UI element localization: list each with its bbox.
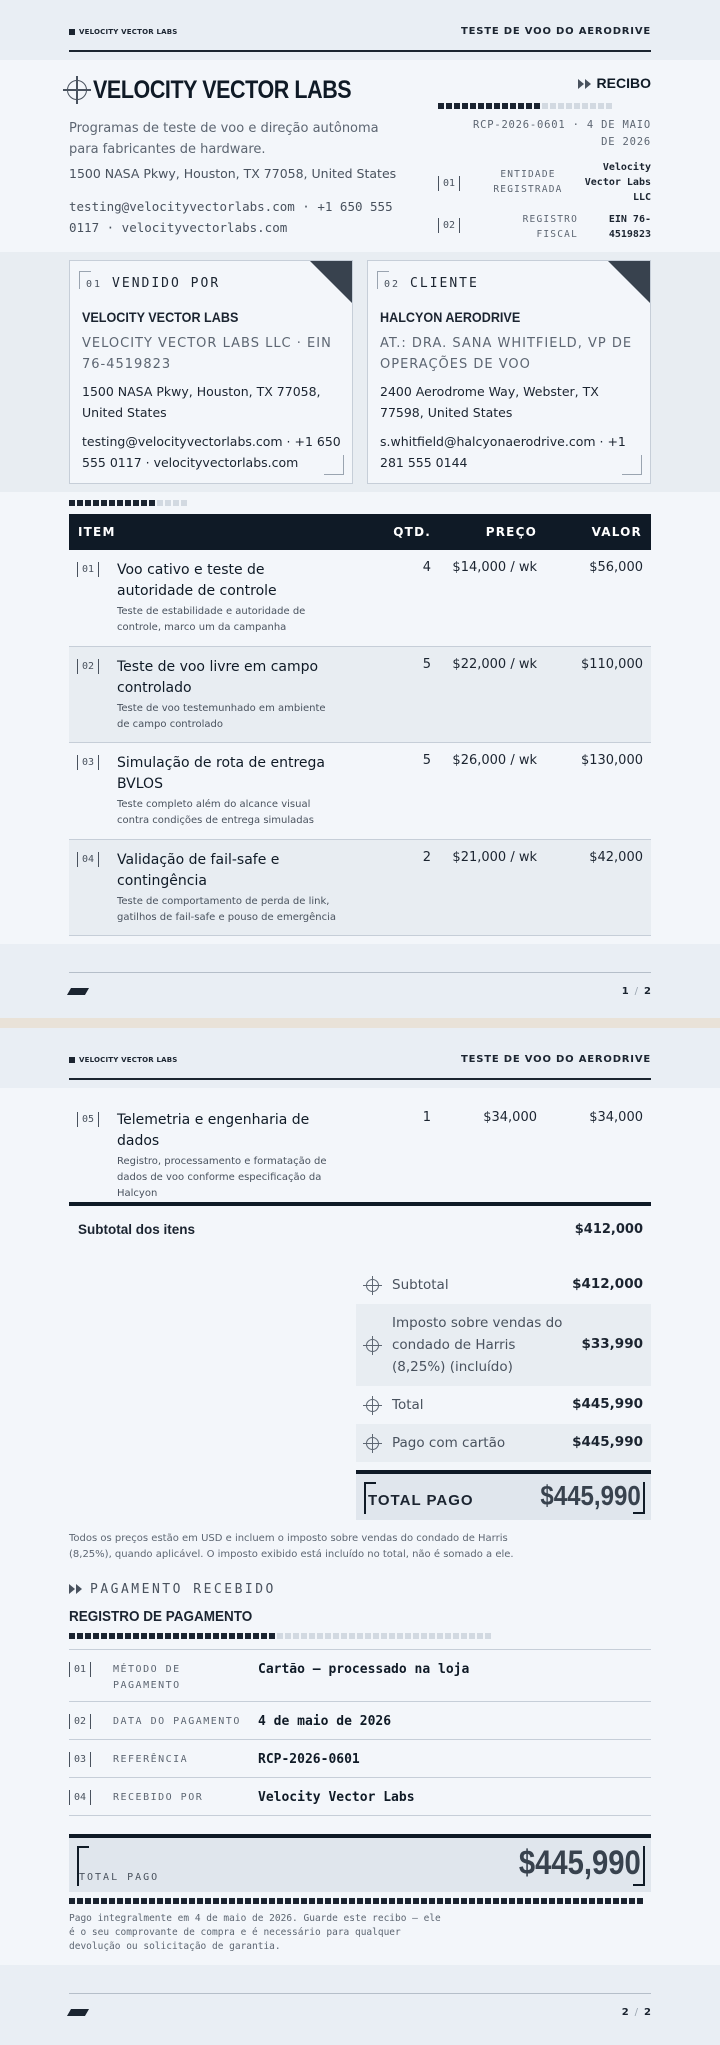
totals-row-tax: Imposto sobre vendas do condado de Harris (8,25%) (incluído) $33,990 — [356, 1304, 651, 1386]
receipt-meta-tax — [438, 212, 651, 246]
row-qty: 5 — [422, 753, 431, 768]
table-row — [69, 647, 651, 743]
table-row — [69, 840, 651, 936]
header-doc-label: TESTE DE VOO DO AERODRIVE — [461, 26, 651, 37]
col-price: PREÇO — [485, 525, 537, 539]
totals-row-subtotal: Subtotal $412,000 — [356, 1266, 651, 1304]
crosshair-icon — [366, 1399, 379, 1412]
chevron-icon — [69, 1584, 75, 1594]
payment-status: PAGAMENTO RECEBIDO — [69, 1582, 276, 1597]
row-index: 04 — [77, 852, 99, 867]
corner-decoration — [310, 261, 352, 303]
meta-value: EIN 76-4519823 — [608, 214, 651, 240]
header-rule — [69, 50, 651, 52]
row-title: Teste de voo livre em campo controlado — [117, 659, 319, 696]
row-price: $21,000 / wk — [452, 850, 537, 865]
table-row — [69, 743, 651, 840]
brand-square-icon — [69, 1057, 75, 1063]
total-paid-value: $445,990 — [540, 1480, 641, 1511]
row-index: 03 — [77, 755, 99, 770]
row-index: 02 — [77, 659, 99, 674]
payment-total-value: $445,990 — [519, 1844, 641, 1882]
client-heading: 02 CLIENTE — [380, 276, 479, 292]
meta-index: 02 — [438, 218, 460, 233]
table-row — [69, 550, 651, 647]
payment-title: REGISTRO DE PAGAMENTO — [69, 1608, 253, 1625]
meta-label: REGISTRO FISCAL — [522, 214, 578, 240]
receipt-progress-dashes — [438, 103, 614, 109]
header-brand: VELOCITY VECTOR LABS — [69, 28, 178, 36]
row-desc: Teste completo além do alcance visual contra condições de entrega simuladas — [117, 799, 314, 826]
row-title: Validação de fail-safe e contingência — [117, 852, 280, 889]
payment-row-date: 02 DATA DO PAGAMENTO 4 de maio de 2026 — [69, 1702, 651, 1740]
items-subtotal-value: $412,000 — [574, 1222, 643, 1237]
row-price: $26,000 / wk — [452, 753, 537, 768]
tax-note: Todos os preços estão em USD e incluem o imposto sobre vendas do condado de Harris (8,25%), quando aplicável. O imposto exibido está incluído no total, não é somado a ele. — [69, 1533, 514, 1560]
page-number: 2 / 2 — [621, 2007, 651, 2018]
issuer-name: VELOCITY VECTOR LABS — [93, 76, 352, 104]
page-header — [0, 1028, 720, 1088]
row-qty: 1 — [422, 1110, 431, 1125]
row-value: $56,000 — [589, 560, 643, 575]
seller-card — [69, 260, 353, 484]
payment-total-label: TOTAL PAGO — [79, 1872, 160, 1883]
page-header — [0, 0, 720, 60]
client-address: 2400 Aerodrome Way, Webster, TX 77598, United States — [380, 384, 599, 420]
seller-contact: testing@velocityvectorlabs.com · +1 650 555 0117 · velocityvectorlabs.com — [82, 434, 341, 470]
receipt-meta-entity — [438, 160, 651, 206]
table-row — [69, 1100, 651, 1206]
col-qty: QTD. — [393, 525, 431, 539]
client-contact: s.whitfield@halcyonaerodrive.com · +1 281 555 0144 — [380, 434, 626, 470]
row-title: Telemetria e engenharia de dados — [117, 1112, 310, 1149]
seller-address: 1500 NASA Pkwy, Houston, TX 77058, United States — [82, 384, 321, 420]
payment-total-dashes — [69, 1898, 645, 1904]
footer-rule — [69, 1993, 651, 1994]
footer-rule — [69, 972, 651, 973]
client-index: 02 — [384, 279, 401, 290]
row-title: Voo cativo e teste de autoridade de controle — [117, 562, 277, 599]
row-desc: Teste de estabilidade e autoridade de controle, marco um da campanha — [117, 606, 306, 633]
chevron-icon — [578, 79, 584, 89]
row-price: $14,000 / wk — [452, 560, 537, 575]
row-value: $110,000 — [580, 657, 643, 672]
row-value: $130,000 — [580, 753, 643, 768]
table-progress-dashes — [69, 500, 189, 506]
client-card — [367, 260, 651, 484]
receipt-title-block — [578, 75, 651, 92]
row-desc: Registro, processamento e formatação de dados de voo conforme especificação da Halcyon — [117, 1156, 327, 1199]
seller-index: 01 — [86, 279, 103, 290]
totals-row-card: Pago com cartão $445,990 — [356, 1424, 651, 1462]
client-name: HALCYON AERODRIVE — [380, 309, 521, 325]
issuer-contact: testing@velocityvectorlabs.com · +1 650 555 0117 · velocityvectorlabs.com — [69, 199, 393, 235]
payment-note: Pago integralmente em 4 de maio de 2026. Guarde este recibo — ele é o seu comprovante de compra e é necessário para qualquer devolução ou solicitação de garantia. — [69, 1913, 441, 1952]
totals-row-total: Total $445,990 — [356, 1386, 651, 1424]
row-price: $34,000 — [483, 1110, 537, 1125]
row-index: 01 — [77, 562, 99, 577]
col-item: ITEM — [78, 525, 116, 539]
page-footer — [0, 944, 720, 1024]
crosshair-icon — [366, 1279, 379, 1292]
row-value: $42,000 — [589, 850, 643, 865]
header-brand: VELOCITY VECTOR LABS — [69, 1056, 178, 1064]
chevron-icon — [585, 79, 591, 89]
issuer-address: 1500 NASA Pkwy, Houston, TX 77058, United States — [69, 166, 397, 181]
row-desc: Teste de comportamento de perda de link, gatilhos de fail-safe e pouso de emergência — [117, 896, 337, 923]
payment-row-received-by: 04 RECEBIDO POR Velocity Vector Labs — [69, 1778, 651, 1816]
client-attn: AT.: DRA. SANA WHITFIELD, VP DE OPERAÇÕES DE VOO — [380, 336, 633, 372]
payment-progress-dashes — [69, 1633, 493, 1639]
meta-value: Velocity Vector Labs LLC — [584, 162, 651, 203]
crosshair-icon — [366, 1437, 379, 1450]
corner-decoration — [608, 261, 650, 303]
row-index: 05 — [77, 1112, 99, 1127]
col-value: VALOR — [591, 525, 642, 539]
footer-mark-icon — [67, 988, 89, 995]
page-2 — [0, 1028, 720, 2045]
header-doc-label: TESTE DE VOO DO AERODRIVE — [461, 1054, 651, 1065]
seller-name: VELOCITY VECTOR LABS — [82, 309, 239, 325]
issuer-tagline: Programas de teste de voo e direção autônoma para fabricantes de hardware. — [69, 121, 379, 157]
row-title: Simulação de rota de entrega BVLOS — [117, 755, 325, 792]
page-number: 1 / 2 — [621, 986, 651, 997]
seller-heading: 01 VENDIDO POR — [82, 276, 220, 292]
seller-legal: VELOCITY VECTOR LABS LLC · EIN 76-4519823 — [82, 336, 332, 372]
page-1 — [0, 0, 720, 1018]
items-subtotal-label: Subtotal dos itens — [78, 1222, 196, 1237]
row-qty: 5 — [422, 657, 431, 672]
payment-total-box — [69, 1834, 651, 1892]
items-table-header — [69, 514, 651, 550]
row-price: $22,000 / wk — [452, 657, 537, 672]
brand-square-icon — [69, 29, 75, 35]
row-value: $34,000 — [589, 1110, 643, 1125]
meta-index: 01 — [438, 176, 460, 191]
header-rule — [69, 1078, 651, 1080]
row-qty: 4 — [422, 560, 431, 575]
page-footer — [0, 1965, 720, 2045]
receipt-number-date: RCP-2026-0601 · 4 DE MAIO DE 2026 — [472, 119, 651, 148]
total-paid-label: TOTAL PAGO — [368, 1492, 474, 1509]
receipt-title: RECIBO — [596, 75, 651, 91]
footer-mark-icon — [67, 2009, 89, 2016]
page-gap — [0, 1018, 720, 1028]
row-desc: Teste de voo testemunhado em ambiente de campo controlado — [117, 703, 326, 730]
crosshair-icon — [366, 1339, 379, 1352]
row-qty: 2 — [422, 850, 431, 865]
payment-row-reference: 03 REFERÊNCIA RCP-2026-0601 — [69, 1740, 651, 1778]
total-paid-box — [356, 1470, 651, 1520]
crosshair-logo-icon — [67, 80, 87, 100]
meta-label: ENTIDADE REGISTRADA — [493, 169, 563, 195]
payment-row-method: 01 MÉTODO DE PAGAMENTO Cartão — processado na loja — [69, 1650, 651, 1702]
chevron-icon — [76, 1584, 82, 1594]
